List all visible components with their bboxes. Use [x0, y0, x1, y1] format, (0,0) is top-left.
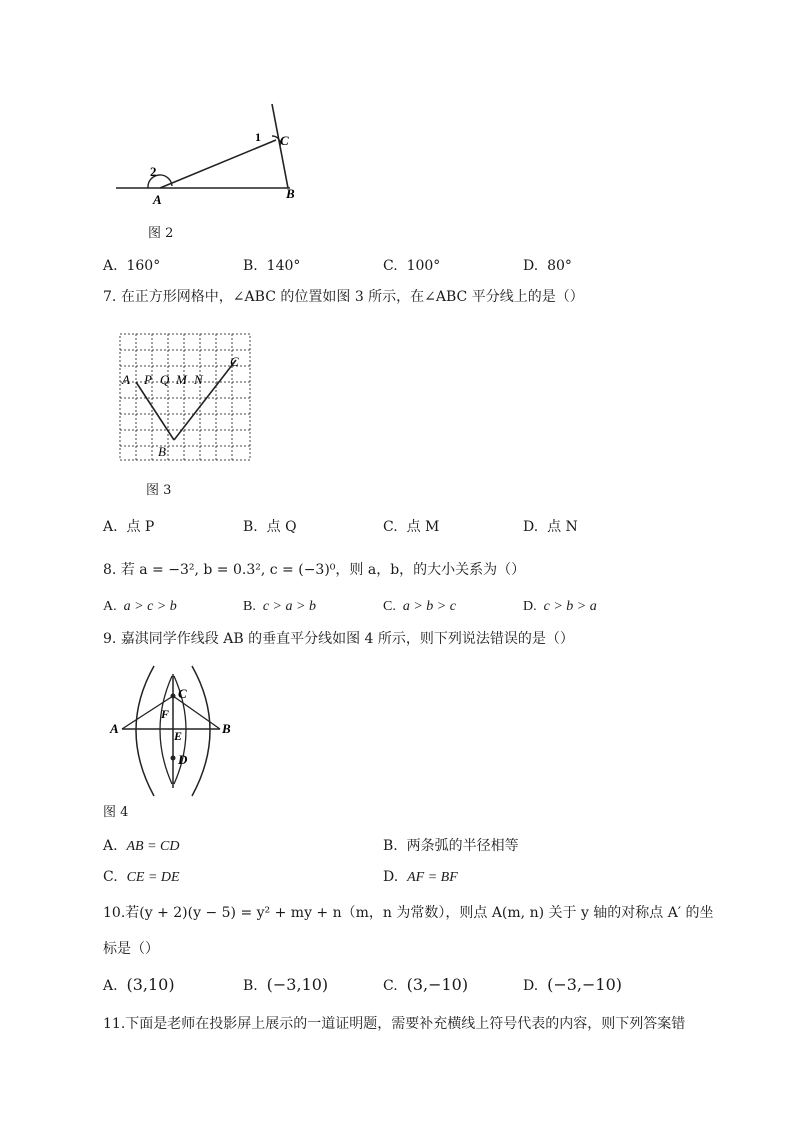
question-text: 嘉淇同学作线段 AB 的垂直平分线如图 4 所示，则下列说法错误的是（） — [120, 631, 574, 647]
q10-option-c[interactable] — [383, 976, 468, 995]
label-b: B — [286, 186, 295, 201]
option-text: 点 P — [126, 519, 155, 535]
label-1: 1 — [255, 130, 261, 144]
option-letter: C. — [383, 978, 398, 994]
label-a: A — [122, 372, 130, 387]
q7-option-c[interactable] — [383, 518, 439, 536]
q8-option-a[interactable] — [103, 598, 177, 616]
option-letter: C. — [383, 519, 398, 535]
question-number: 9. — [103, 631, 117, 647]
label-f: F — [161, 707, 170, 721]
q7-option-b[interactable] — [243, 518, 297, 536]
option-letter: B. — [243, 258, 258, 274]
option-text: 点 M — [406, 519, 440, 535]
figure-4-caption: 图 4 — [103, 805, 129, 820]
label-b: B — [222, 721, 231, 736]
option-text: 点 Q — [266, 519, 297, 535]
question-text: 若 a = −3², b = 0.3², c = (−3)⁰，则 a，b，的大小关系为（） — [120, 562, 526, 578]
question-number: 8. — [103, 562, 117, 578]
option-text: 140° — [266, 258, 301, 274]
q7-option-a[interactable] — [103, 518, 154, 536]
label-m: M — [176, 372, 187, 387]
option-text: a > b > c — [402, 599, 456, 614]
question-text: 下面是老师在投影屏上展示的一道证明题，需要补充横线上符号代表的内容，则下列答案错 — [125, 1016, 686, 1032]
option-text: 80° — [547, 258, 572, 274]
arc-left — [136, 666, 154, 796]
option-letter: D. — [523, 978, 539, 994]
label-d: D — [178, 752, 188, 767]
q6-option-d[interactable] — [523, 257, 572, 275]
q10-option-d[interactable] — [523, 976, 622, 995]
option-text: 点 N — [547, 519, 578, 535]
option-text: c > a > b — [262, 599, 316, 614]
question-text: 在正方形网格中，∠ABC 的位置如图 3 所示，在∠ABC 平分线上的是（） — [120, 289, 584, 305]
option-text: AB = CD — [126, 839, 180, 854]
option-letter: D. — [523, 519, 539, 535]
q8-option-b[interactable] — [243, 598, 316, 616]
option-letter: A. — [103, 519, 118, 535]
option-text: 两条弧的半径相等 — [406, 838, 519, 854]
q10-question-line-2: 标是（） — [103, 941, 159, 957]
option-letter: A. — [103, 599, 117, 614]
option-text: c > b > a — [543, 599, 597, 614]
q9-option-c[interactable] — [103, 868, 180, 887]
option-letter: B. — [383, 838, 398, 854]
q10-option-b[interactable] — [243, 976, 328, 995]
arc-right — [192, 666, 210, 796]
question-number: 7. — [103, 289, 117, 305]
q8-question — [103, 561, 525, 579]
option-letter: D. — [523, 599, 537, 614]
label-a: A — [153, 192, 162, 207]
option-text: a > c > b — [123, 599, 177, 614]
arc-inner-left — [160, 676, 172, 784]
q8-option-d[interactable] — [523, 598, 597, 616]
label-c: C — [280, 133, 289, 148]
option-letter: C. — [103, 869, 118, 885]
option-letter: C. — [383, 599, 396, 614]
option-letter: A. — [103, 978, 118, 994]
q9-option-b[interactable] — [383, 837, 519, 855]
label-c: C — [178, 686, 187, 701]
option-text: (−3,−10) — [547, 975, 623, 994]
figure-2-caption: 图 2 — [148, 226, 174, 241]
question-text: 若(y + 2)(y − 5) = y² + my + n（m，n 为常数），则点 A(m, n) 关于 y 轴的对称点 A′ 的坐 — [125, 905, 714, 921]
option-letter: B. — [243, 978, 258, 994]
label-2: 2 — [150, 164, 157, 179]
segment-ac — [160, 140, 276, 188]
option-letter: D. — [383, 869, 399, 885]
option-letter: B. — [243, 599, 256, 614]
question-number: 10. — [103, 905, 126, 921]
option-text: AF = BF — [407, 870, 458, 885]
label-e: E — [174, 729, 183, 743]
option-letter: C. — [383, 258, 398, 274]
option-letter: A. — [103, 258, 118, 274]
q6-option-a[interactable] — [103, 257, 160, 275]
label-b: B — [158, 444, 166, 459]
figure-2 — [110, 100, 310, 210]
option-text: (3,−10) — [406, 975, 469, 994]
option-text: (3,10) — [126, 975, 175, 994]
option-text: 100° — [406, 258, 441, 274]
q10-option-a[interactable] — [103, 976, 175, 995]
option-text: (−3,10) — [266, 975, 329, 994]
label-q: Q — [160, 372, 170, 387]
q9-option-a[interactable] — [103, 837, 179, 856]
q9-question — [103, 630, 574, 648]
label-p: P — [144, 372, 152, 387]
q6-option-b[interactable] — [243, 257, 300, 275]
q7-question — [103, 288, 584, 306]
label-c: C — [230, 354, 239, 369]
q8-option-c[interactable] — [383, 598, 456, 616]
question-number: 11. — [103, 1016, 126, 1032]
label-a: A — [110, 721, 119, 736]
q11-question — [103, 1015, 685, 1033]
option-text: 160° — [126, 258, 161, 274]
figure-3 — [118, 332, 252, 462]
figure-3-caption: 图 3 — [146, 483, 172, 498]
option-letter: A. — [103, 838, 118, 854]
q7-option-d[interactable] — [523, 518, 578, 536]
q10-question-line-1 — [103, 904, 714, 922]
q6-option-c[interactable] — [383, 257, 440, 275]
option-letter: B. — [243, 519, 258, 535]
label-n: N — [194, 372, 203, 387]
option-letter: D. — [523, 258, 539, 274]
q9-option-d[interactable] — [383, 868, 458, 887]
option-text: CE = DE — [126, 870, 180, 885]
figure-4 — [108, 660, 238, 802]
